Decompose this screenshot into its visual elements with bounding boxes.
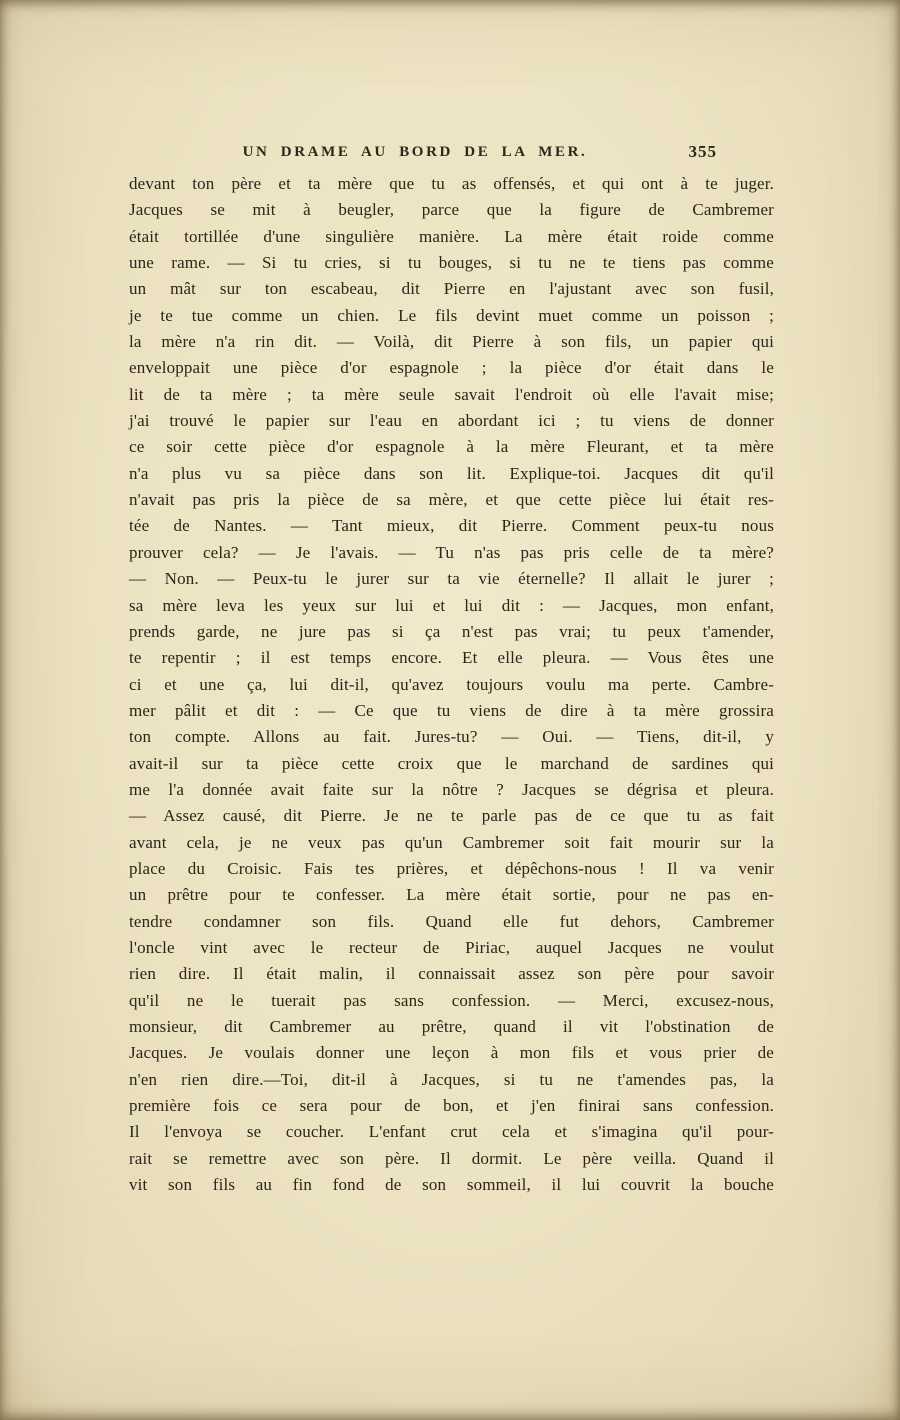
text-line: te repentir ; il est temps encore. Et elle pleura. — Vous êtes une xyxy=(129,648,774,668)
page-header xyxy=(130,144,774,168)
text-line: monsieur, dit Cambremer au prêtre, quand il vit l'obstination de xyxy=(129,1017,774,1036)
text-line: une rame. — Si tu cries, si tu bouges, si tu ne te tiens pas comme xyxy=(129,253,774,273)
text-line: Jacques. Je voulais donner une leçon à mon fils et vous prier de xyxy=(129,1043,774,1063)
text-line: rait se remettre avec son père. Il dormit. Le père veilla. Quand il xyxy=(129,1148,774,1168)
text-line: me l'a donnée avait faite sur la nôtre ? Jacques se dégrisa et pleura. xyxy=(129,779,774,799)
text-line: — Non. — Peux-tu le jurer sur ta vie éternelle? Il allait le jurer ; xyxy=(129,569,774,589)
text-line: — Assez causé, dit Pierre. Je ne te parle pas de ce que tu as fait xyxy=(129,806,774,826)
text-line: place du Croisic. Fais tes prières, et dépêchons-nous ! Il va venir xyxy=(129,858,774,878)
text-line: tée de Nantes. — Tant mieux, dit Pierre. Comment peux-tu nous xyxy=(129,516,774,536)
text-line: lit de ta mère ; ta mère seule savait l'endroit où elle l'avait mise; xyxy=(129,384,774,404)
text-line: n'en rien dire.—Toi, dit-il à Jacques, si tu ne t'amendes pas, la xyxy=(129,1069,774,1089)
page-number: 355 xyxy=(688,142,717,161)
text-line: j'ai trouvé le papier sur l'eau en abordant ici ; tu viens de donner xyxy=(129,411,774,431)
text-line: un mât sur ton escabeau, dit Pierre en l'ajustant avec son fusil, xyxy=(129,279,774,299)
text-line: devant ton père et ta mère que tu as offensés, et qui ont à te juger. xyxy=(129,174,774,193)
text-line: Il l'envoya se coucher. L'enfant crut cela et s'imagina qu'il pour- xyxy=(129,1122,774,1142)
text-line: avant cela, je ne veux pas qu'un Cambremer soit fait mourir sur la xyxy=(129,832,774,852)
text-line: rien dire. Il était malin, il connaissait assez son père pour savoir xyxy=(129,964,774,984)
text-line: première fois ce sera pour de bon, et j'en finirai sans confession. xyxy=(129,1096,774,1116)
text-line: enveloppait une pièce d'or espagnole ; la pièce d'or était dans le xyxy=(129,358,774,378)
text-line: mer pâlit et dit : — Ce que tu viens de dire à ta mère grossira xyxy=(129,700,774,720)
text-line: était tortillée d'une singulière manière. La mère était roide comme xyxy=(129,226,774,246)
text-line: prends garde, ne jure pas si ça n'est pas vrai; tu peux t'amender, xyxy=(129,621,774,641)
body-text xyxy=(129,171,774,1198)
text-line: n'a plus vu sa pièce dans son lit. Explique-toi. Jacques dit qu'il xyxy=(129,463,774,483)
text-line: ton compte. Allons au fait. Jures-tu? — Oui. — Tiens, dit-il, y xyxy=(129,727,774,747)
text-line: avait-il sur ta pièce cette croix que le marchand de sardines qui xyxy=(129,753,774,773)
text-line: ci et une ça, lui dit-il, qu'avez toujours voulu ma perte. Cambre- xyxy=(129,674,774,694)
text-line: tendre condamner son fils. Quand elle fut dehors, Cambremer xyxy=(129,911,774,931)
text-line: Jacques se mit à beugler, parce que la figure de Cambremer xyxy=(129,200,774,220)
running-title: UN DRAME AU BORD DE LA MER. xyxy=(242,144,588,160)
text-line: je te tue comme un chien. Le fils devint muet comme un poisson ; xyxy=(129,305,774,325)
text-line: la mère n'a rin dit. — Voilà, dit Pierre à son fils, un papier qui xyxy=(129,332,774,352)
text-line: qu'il ne le tuerait pas sans confession. — Merci, excusez-nous, xyxy=(129,990,774,1010)
text-line: n'avait pas pris la pièce de sa mère, et que cette pièce lui était res- xyxy=(129,490,774,510)
text-line: l'oncle vint avec le recteur de Piriac, auquel Jacques ne voulut xyxy=(129,937,774,957)
text-line: ce soir cette pièce d'or espagnole à la mère Fleurant, et ta mère xyxy=(129,437,774,457)
text-line: prouver cela? — Je l'avais. — Tu n'as pas pris celle de ta mère? xyxy=(129,542,774,562)
text-line: sa mère leva les yeux sur lui et lui dit : — Jacques, mon enfant, xyxy=(129,595,774,615)
text-line: un prêtre pour te confesser. La mère était sortie, pour ne pas en- xyxy=(129,885,774,905)
text-line: vit son fils au fin fond de son sommeil, il lui couvrit la bouche xyxy=(129,1175,774,1195)
